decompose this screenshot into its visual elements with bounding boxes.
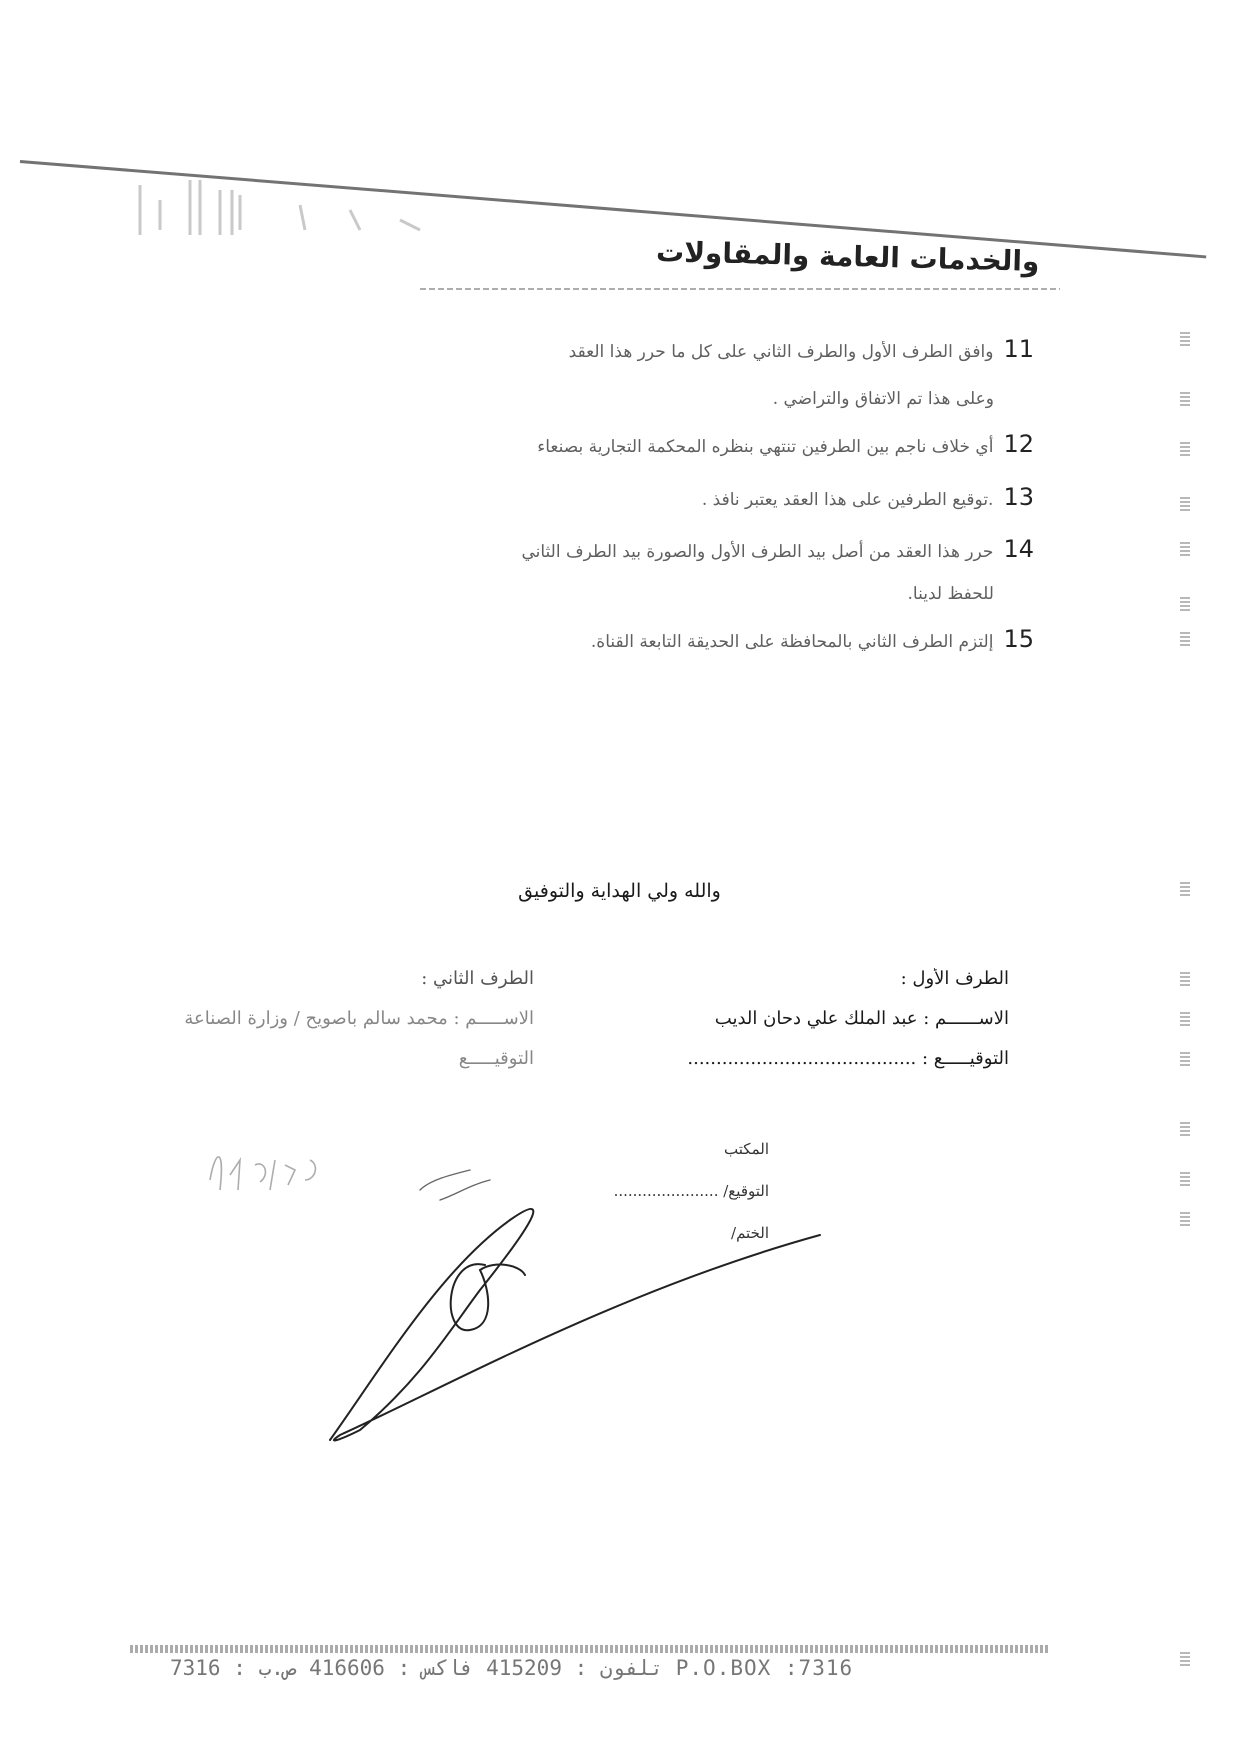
office-sign-dots: ......................	[613, 1182, 719, 1200]
clause-number: 14	[1003, 535, 1034, 563]
second-party-title	[134, 968, 534, 1008]
second-party-block	[134, 968, 534, 1088]
scan-mark	[1180, 1210, 1190, 1226]
scan-mark	[1180, 1120, 1190, 1136]
first-party-name-row	[589, 1008, 1009, 1048]
clause-text: وعلى هذا تم الاتفاق والتراضي .	[772, 389, 994, 409]
scan-mark	[1180, 440, 1190, 456]
footer-contact: تلفون : 415209 فاكس : 416606 ص.ب : 7316 P.O.BOX :7316	[170, 1656, 854, 1680]
clause-text: .توقيع الطرفين على هذا العقد يعتبر نافذ .	[701, 490, 994, 510]
header-title: والخدمات العامة والمقاولات	[655, 234, 1040, 279]
office-label: المكتب	[724, 1140, 769, 1158]
scan-mark	[1180, 880, 1190, 896]
name-value: محمد سالم باصويح / وزارة الصناعة	[184, 1008, 448, 1029]
clause-number: 15	[1003, 625, 1034, 653]
signature-icon	[320, 1150, 840, 1450]
first-party-block	[589, 968, 1009, 1088]
party-title: الطرف الأول :	[900, 968, 1009, 989]
clause-14	[521, 535, 1034, 563]
clause-text: أي خلاف ناجم بين الطرفين تنتهي بنظره المحكمة التجارية بصنعاء	[537, 437, 994, 457]
scan-mark	[1180, 330, 1190, 346]
name-value: عبد الملك علي دحان الديب	[714, 1008, 918, 1029]
clause-14-continuation	[908, 584, 1034, 604]
margin-scan-marks	[1180, 330, 1200, 1680]
clause-13	[702, 483, 1034, 511]
faint-stamp-icon	[120, 175, 460, 255]
scan-mark	[1180, 390, 1190, 406]
clause-text: وافق الطرف الأول والطرف الثاني على كل ما حرر هذا العقد	[568, 342, 994, 362]
footer-rule	[130, 1645, 1050, 1653]
clause-11-continuation	[773, 389, 1034, 409]
name-label: الاســـــم :	[453, 1008, 534, 1029]
clause-number: 12	[1003, 430, 1034, 458]
office-sign-label: التوقيع/	[723, 1182, 769, 1200]
clause-text: للحفظ لدينا.	[907, 584, 994, 604]
scan-mark	[1180, 595, 1190, 611]
clause-text: إلتزم الطرف الثاني بالمحافظة على الحديقة التابعة القناة.	[590, 632, 994, 652]
clause-number: 11	[1003, 335, 1034, 363]
clause-15	[591, 625, 1034, 653]
clause-number: 13	[1003, 483, 1034, 511]
second-party-name-row	[134, 1008, 534, 1048]
scan-mark	[1180, 495, 1190, 511]
clause-12	[537, 430, 1034, 458]
closing-phrase: والله ولي الهداية والتوفيق	[518, 880, 721, 902]
party-title: الطرف الثاني :	[421, 968, 534, 989]
sign-dots: ........................................	[687, 1048, 917, 1069]
clause-11	[569, 335, 1034, 363]
sign-label: التوقيـــــع	[458, 1048, 534, 1069]
scan-mark	[1180, 630, 1190, 646]
clause-text: حرر هذا العقد من أصل بيد الطرف الأول والصورة بيد الطرف الثاني	[521, 542, 994, 562]
scan-mark	[1180, 970, 1190, 986]
second-party-sign-row	[134, 1048, 534, 1088]
scan-mark	[1180, 1650, 1190, 1666]
name-label: الاســــــم :	[923, 1008, 1009, 1029]
scan-mark	[1180, 1050, 1190, 1066]
scan-mark	[1180, 1010, 1190, 1026]
scan-mark	[1180, 1170, 1190, 1186]
scan-mark	[1180, 540, 1190, 556]
first-party-sign-row	[589, 1048, 1009, 1088]
header-rule	[420, 288, 1060, 290]
first-party-title	[589, 968, 1009, 1008]
office-stamp-label: الختم/	[731, 1224, 769, 1242]
sign-label: التوقيـــــع :	[922, 1048, 1009, 1069]
